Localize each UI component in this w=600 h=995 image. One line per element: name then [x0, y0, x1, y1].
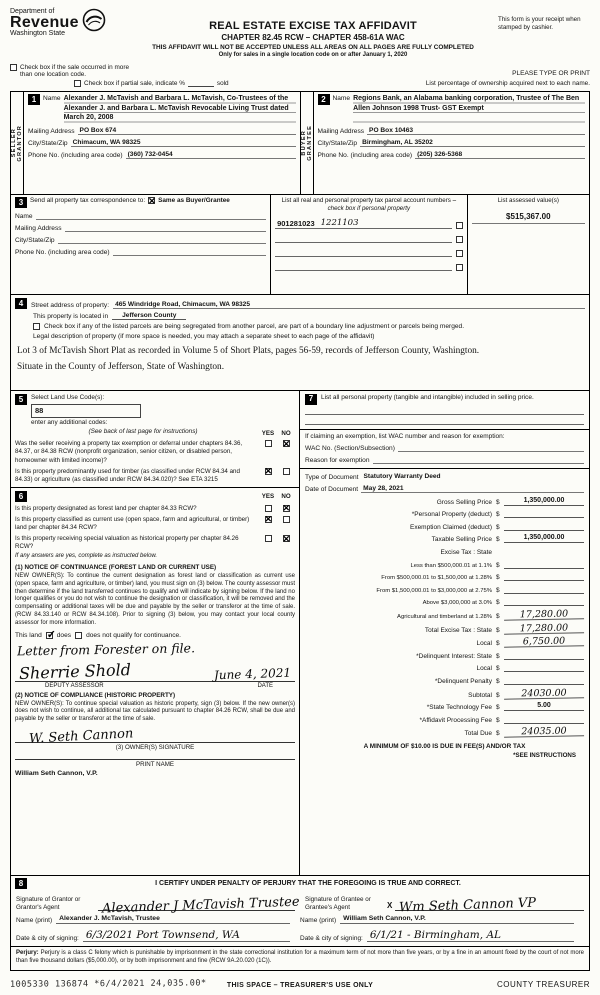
form-title: REAL ESTATE EXCISE TAX AFFIDAVIT	[209, 20, 417, 32]
money-row-taxable	[305, 534, 584, 543]
form-header	[10, 8, 590, 58]
buyer-mailing-value[interactable]: PO Box 10463	[367, 127, 585, 135]
name-print-label: Name (print)	[300, 917, 337, 925]
s6-q3-no-checkbox[interactable]	[283, 535, 290, 542]
grantor-printed-name[interactable]: Alexander J. McTavish, Trustee	[56, 915, 290, 924]
money-amount[interactable]	[504, 715, 584, 724]
s5-q1-no-checkbox[interactable]	[283, 440, 290, 447]
personal-property-field-1[interactable]	[305, 405, 584, 415]
grantor-side-label: GRANTOR	[17, 124, 23, 162]
money-amount[interactable]	[504, 585, 584, 594]
date-city-label: Date & city of signing:	[16, 935, 79, 943]
dollar-sign: $	[496, 665, 500, 673]
print-name-value: William Seth Cannon, V.P.	[15, 769, 98, 777]
parcel-number-field[interactable]	[275, 248, 452, 257]
notice-continuance-body: NEW OWNER(S): To continue the current designation as forest land or classification as current use (open space, farm and agriculture, or timber) land, you must sign on (3) below. The county assessor must then determine if the land transferred continues to qualify and will indicate by signing below. If the land no longer qualifies or you do not wish to continue the designation or classification, it will be removed and the compensating or additional taxes will be due and payable by the seller or transferor at the time of sale. (RCW 84.33.140 or RCW 84.34.108). Prior to signing (3) below, you may contact your local county assessor for more information.	[15, 572, 295, 626]
s5-question-1	[15, 440, 295, 464]
send-correspondence-label: Send all property tax correspondence to:	[30, 197, 146, 204]
section-4-property	[10, 295, 590, 391]
money-row-personal	[305, 509, 584, 518]
partial-sale-checkbox[interactable]	[74, 80, 81, 87]
section-8-badge: 8	[15, 878, 27, 889]
grantee-date-city-value: 6/1/21 - Birmingham, AL	[369, 929, 501, 942]
partial-sale-percent-field[interactable]	[188, 80, 214, 87]
buyer-mailing-label: Mailing Address	[317, 128, 365, 135]
s6-no-header: NO	[281, 492, 291, 500]
located-in-label: This property is located in	[33, 313, 109, 320]
money-amount[interactable]	[504, 597, 584, 606]
money-amount[interactable]: 24030.00	[504, 688, 584, 699]
qualify-line	[15, 632, 295, 639]
dollar-sign: $	[496, 730, 500, 738]
dollar-sign: $	[496, 574, 500, 582]
grantee-signature: Wm Seth Cannon VP	[398, 896, 537, 916]
seller-side-labels	[11, 92, 24, 194]
type-of-document-value[interactable]: Statutory Warranty Deed	[363, 473, 441, 480]
parcel-row	[275, 262, 463, 271]
seller-phone-label: Phone No. (including area code)	[28, 152, 123, 159]
dollar-sign: $	[496, 523, 500, 531]
print-name-label: PRINT NAME	[135, 760, 175, 768]
s6-q1-yes-checkbox[interactable]	[265, 505, 272, 512]
dor-logo-block	[10, 8, 128, 37]
logo-dept-text: Department of	[10, 8, 55, 15]
dollar-sign: $	[496, 640, 500, 648]
grantee-signature-block	[300, 891, 589, 916]
section-7-sale	[300, 391, 589, 875]
money-amount[interactable]	[504, 560, 584, 569]
corr-city-field[interactable]	[58, 236, 267, 244]
money-label: Total Due	[464, 730, 492, 738]
s6-yes-header: YES	[261, 492, 275, 500]
does-label: does	[56, 631, 72, 639]
corr-name-label: Name	[15, 213, 33, 220]
assessed-values-column	[468, 195, 589, 294]
personal-property-checkbox-4[interactable]	[456, 264, 463, 271]
assessed-values-header: List assessed value(s)	[497, 197, 559, 204]
money-amount[interactable]	[504, 663, 584, 672]
money-label: *Delinquent Penalty	[434, 677, 492, 685]
dollar-sign: $	[496, 612, 500, 620]
multi-location-label: Check box if the sale occurred in more than one location code.	[20, 64, 130, 78]
money-row-agricultural	[305, 610, 584, 620]
dollar-sign: $	[496, 691, 500, 699]
land-does-not-checkbox[interactable]	[75, 632, 82, 639]
money-amount[interactable]: 6,750.00	[504, 636, 584, 647]
does-not-label: does not qualify for continuance.	[86, 631, 182, 639]
multi-location-option	[10, 64, 346, 78]
type-of-document-label: Type of Document	[305, 474, 359, 481]
personal-property-label: List all personal property (tangible and intangible) included in selling price.	[321, 394, 534, 401]
money-label: *Delinquent Interest: State	[416, 652, 492, 660]
section-1-badge: 1	[28, 94, 40, 105]
s6-q2-yes-checkbox[interactable]	[265, 516, 272, 523]
seller-section	[11, 92, 301, 194]
exemption-label: If claiming an exemption, list WAC number and reason for exemption:	[305, 433, 505, 440]
buyer-section	[301, 92, 590, 194]
dollar-sign: $	[496, 536, 500, 544]
land-does-checkbox[interactable]	[46, 632, 53, 639]
money-row-delinquent-interest-local	[305, 663, 584, 672]
same-as-buyer-label: Same as Buyer/Grantee	[158, 197, 230, 204]
parcel-number-field[interactable]	[275, 262, 452, 271]
deputy-assessor-date: June 4, 2021	[213, 665, 292, 682]
s5-yes-header: YES	[261, 430, 275, 438]
money-amount[interactable]: 1,350,000.00	[504, 497, 584, 506]
owner-signature-label: (3) OWNER(S) SIGNATURE	[115, 743, 195, 751]
grantor-date-city-field[interactable]	[83, 929, 290, 942]
grantee-printed-name[interactable]: William Seth Cannon, V.P.	[340, 915, 574, 924]
grantee-signature-label: Signature of Grantee or Grantee's Agent	[305, 895, 371, 911]
wac-field[interactable]	[398, 444, 584, 452]
grantor-signature-block	[11, 891, 300, 917]
section-5-badge: 5	[15, 394, 27, 405]
money-row-delinquent-penalty	[305, 676, 584, 685]
title-block	[128, 8, 498, 58]
buyer-city-value[interactable]: Birmingham, AL 35202	[360, 139, 585, 147]
legal-description-value[interactable]: Lot 3 of McTavish Short Plat as recorded in Volume 5 of Short Plats, pages 56-59, records of Jefferson County, Washington.	[17, 346, 480, 356]
logo-revenue-text: Revenue	[10, 14, 79, 31]
money-amount[interactable]	[504, 509, 584, 518]
seller-name-label: Name	[43, 95, 61, 102]
please-type-note: PLEASE TYPE OR PRINT	[512, 70, 590, 77]
grantor-signature: Alexander J McTavish Trustee	[101, 894, 300, 917]
money-label: Local	[476, 665, 492, 673]
dollar-sign: $	[496, 652, 500, 660]
middle-columns	[10, 391, 590, 876]
top-options-left	[10, 62, 346, 87]
name-print-label: Name (print)	[16, 917, 53, 925]
personal-property-checkbox-1[interactable]	[456, 222, 463, 229]
section-6-badge: 6	[15, 491, 27, 502]
located-county-value[interactable]: Jefferson County	[112, 312, 186, 320]
date-of-document-label: Date of Document	[305, 486, 359, 493]
money-row-local	[305, 637, 584, 647]
reason-label: Reason for exemption	[305, 457, 370, 464]
money-label: Excise Tax : State	[440, 548, 492, 556]
left-column	[11, 391, 300, 875]
s6-q1-no-checkbox[interactable]	[283, 505, 290, 512]
segregated-checkbox[interactable]	[33, 323, 40, 330]
treasurer-space-label: THIS SPACE – TREASURER'S USE ONLY	[226, 982, 374, 989]
money-amount[interactable]: 24035.00	[504, 727, 584, 738]
s5-q1-text: Was the seller receiving a property tax exemption or deferral under chapters 84.36, 84.37, or 84.38 RCW (nonprofit organization, senior citizen, or disabled person, homeowner with limited income)?	[15, 440, 243, 464]
money-row-tech-fee	[305, 702, 584, 711]
parties-sections	[10, 91, 590, 195]
perjury-label: Perjury:	[16, 950, 39, 957]
section-3-badge: 3	[15, 197, 27, 208]
land-use-code-value[interactable]: 88	[31, 404, 141, 419]
corr-phone-field[interactable]	[113, 248, 267, 256]
qualify-prefix: This land	[15, 631, 42, 639]
money-amount[interactable]	[504, 572, 584, 581]
top-options-right	[346, 70, 590, 87]
form-chapter: CHAPTER 82.45 RCW – CHAPTER 458-61A WAC	[221, 33, 405, 42]
additional-codes-label: enter any additional codes:	[31, 419, 108, 427]
money-label: From $1,500,000.01 to $3,000,000 at 2.75%	[376, 587, 492, 594]
section-4-badge: 4	[15, 298, 27, 309]
money-label: Taxable Selling Price	[431, 536, 492, 544]
money-label: *Affidavit Processing Fee	[419, 716, 492, 724]
buyer-name-label: Name	[332, 95, 351, 102]
grantee-side-label: GRANTEE	[306, 125, 313, 161]
cashier-stamp: 1005330 136874 *6/4/2021 24,035.00*	[9, 978, 207, 990]
dollar-sign: $	[496, 599, 500, 607]
s6-q3-text: Is this property receiving special valuation as historical property per chapter 84.26 RCW?	[15, 535, 239, 551]
parcel-row	[275, 248, 463, 257]
grantee-name-print	[300, 915, 584, 924]
county-treasurer-label: COUNTY TREASURER	[496, 980, 590, 989]
buyer-name-value[interactable]: Regions Bank, an Alabama banking corporation, Trustee of The Ben Allen Johnson 1998 Trust- GST Exempt	[353, 94, 585, 123]
money-row-total-excise-state	[305, 624, 584, 634]
multi-location-checkbox[interactable]	[10, 64, 17, 71]
s6-q1-text: Is this property designated as forest land per chapter 84.33 RCW?	[15, 504, 197, 512]
wac-label: WAC No. (Section/Subsection)	[305, 445, 395, 452]
partial-sale-suffix: sold	[216, 80, 229, 87]
deputy-assessor-signature-line[interactable]	[15, 658, 295, 682]
s6-question-2	[15, 516, 295, 532]
money-row-excise-state	[305, 547, 584, 556]
legal-description-label: Legal description of property (if more space is needed, you may attach a separate sheet to each page of the affidavit)	[33, 333, 375, 340]
street-address-value[interactable]: 465 Windridge Road, Chimacum, WA 98325	[113, 301, 585, 309]
dollar-sign: $	[496, 511, 500, 519]
ownership-percentage-note: List percentage of ownership acquired next to each name.	[425, 80, 590, 87]
seller-side-label: SELLER	[11, 128, 17, 158]
owner-signature: W. Seth Cannon	[28, 726, 134, 747]
section-7-badge: 7	[305, 394, 317, 405]
deputy-assessor-signature: Sherrie Shold	[18, 659, 132, 683]
parcel-row	[275, 234, 463, 243]
section-2-badge: 2	[318, 94, 330, 105]
buyer-city-label: City/State/Zip	[317, 140, 358, 147]
parcel-header: List all real and personal property tax parcel account numbers	[281, 197, 451, 204]
seller-city-value[interactable]: Chimacum, WA 98325	[71, 139, 296, 147]
money-label: Local	[476, 640, 492, 648]
s5-q2-no-checkbox[interactable]	[283, 468, 290, 475]
land-use-label: Select Land Use Code(s):	[31, 394, 105, 401]
date-city-label: Date & city of signing:	[300, 935, 363, 943]
money-row-delinquent-interest-state	[305, 651, 584, 660]
same-as-buyer-checkbox[interactable]	[148, 197, 155, 204]
dor-seal-icon	[82, 8, 106, 37]
corr-mailing-field[interactable]	[65, 224, 267, 232]
parcel-number-field[interactable]	[275, 234, 452, 243]
money-row-bracket-1	[305, 560, 584, 569]
money-amount[interactable]	[504, 676, 584, 685]
buyer-side-labels	[301, 92, 314, 194]
s6-q2-no-checkbox[interactable]	[283, 516, 290, 523]
corr-city-label: City/State/Zip	[15, 237, 55, 244]
money-row-bracket-3	[305, 585, 584, 594]
perjury-text: Perjury is a class C felony which is punishable by imprisonment in the state correctional institution for a maximum term of not more than five years, or by a fine in an amount fixed by the court of not more than five thousand dollars ($5,000.00), or by both imprisonment and fine (RCW 9A.20.020 (1C)).	[16, 950, 584, 965]
money-row-processing-fee	[305, 715, 584, 724]
section-6-designations	[11, 488, 299, 876]
grantee-date-city	[300, 929, 584, 942]
money-label: Exemption Claimed (deduct)	[409, 523, 492, 531]
dor-logo-text	[10, 8, 79, 37]
money-amount[interactable]: 17,280.00	[504, 623, 584, 634]
if-yes-note: If any answers are yes, complete as instructed below.	[15, 553, 158, 560]
money-amount[interactable]	[504, 651, 584, 660]
seller-mailing-value[interactable]: PO Box 674	[78, 127, 296, 135]
street-address-label: Street address of property:	[31, 302, 110, 309]
dollar-sign: $	[496, 498, 500, 506]
dollar-sign: $	[496, 586, 500, 594]
money-amount[interactable]: 1,350,000.00	[504, 534, 584, 543]
form-only-note: Only for sales in a single location code on or after January 1, 2020	[218, 52, 408, 58]
buyer-fields	[314, 92, 590, 194]
money-amount[interactable]: 5.00	[504, 702, 584, 711]
money-row-gross	[305, 497, 584, 506]
seller-city-label: City/State/Zip	[28, 140, 68, 147]
top-options-row	[10, 62, 590, 87]
s5-no-header: NO	[281, 430, 291, 438]
seller-fields	[24, 92, 300, 194]
parcel-number-value: 901281023	[277, 218, 315, 228]
print-name-line[interactable]	[15, 751, 295, 760]
treasurer-footer	[10, 971, 590, 989]
forester-handwritten-note: Letter from Forester on file.	[16, 639, 196, 658]
grantor-date-city-value: 6/3/2021 Port Townsend, WA	[85, 929, 240, 942]
corr-mailing-label: Mailing Address	[15, 225, 62, 232]
parcel-row	[275, 218, 463, 229]
money-label: Less than $500,000.01 at 1.1%	[410, 562, 492, 569]
money-row-bracket-2	[305, 572, 584, 581]
s5-question-2	[15, 468, 295, 484]
money-label: From $500,000.01 to $1,500,000 at 1.28%	[381, 575, 492, 582]
grantor-signature-line[interactable]	[98, 893, 300, 917]
logo-state-text: Washington State	[10, 30, 65, 37]
date-of-document-value[interactable]: May 28, 2021	[361, 485, 584, 493]
personal-property-checkbox-3[interactable]	[456, 250, 463, 257]
grantee-date-city-field[interactable]	[367, 929, 574, 942]
notice-continuance-title: (1) NOTICE OF CONTINUANCE (FOREST LAND OR CURRENT USE)	[15, 563, 217, 571]
notice-compliance-title: (2) NOTICE OF COMPLIANCE (HISTORIC PROPERTY)	[15, 691, 176, 699]
s6-q2-text: Is this property classified as current use (open space, farm and agricultural, or timber) land per chapter 84.34 RCW?	[15, 515, 250, 531]
money-amount	[504, 547, 584, 556]
grantor-date-city	[16, 929, 300, 942]
money-label: Gross Selling Price	[436, 498, 492, 506]
corr-name-field[interactable]	[36, 212, 267, 220]
buyer-side-label: BUYER	[300, 130, 307, 156]
notice-compliance-body: NEW OWNER(S): To continue special valuation as historic property, sign (3) below. If the new owner(s) does not wish to continue, all additional tax calculated pursuant to chapter 84.26 RCW, shall be due and payable by the seller or transferor at the time of sale.	[15, 700, 295, 723]
assessed-value[interactable]: $515,367.00	[472, 212, 585, 224]
money-row-bracket-4	[305, 597, 584, 606]
money-label: Agricultural and timberland at 1.28%	[397, 613, 492, 620]
segregated-note: Check box if any of the listed parcels are being segregated from another parcel, are part of a boundary line adjustment or parcels being merged.	[44, 323, 465, 330]
s5-q2-text: Is this property predominantly used for timber (as classified under RCW 84.34 and 84.33) or agriculture (as classified under RCW 84.34.020)? See ETA 3215	[15, 467, 240, 483]
s5-q2-yes-checkbox[interactable]	[265, 468, 272, 475]
dollar-sign: $	[496, 716, 500, 724]
money-label: Above $3,000,000 at 3.0%	[422, 600, 492, 607]
correspondence-column	[11, 195, 271, 294]
date-label: DATE	[257, 682, 273, 689]
see-back-note: (See back of last page for instructions)	[88, 428, 198, 436]
see-instructions-note: *SEE INSTRUCTIONS	[513, 752, 576, 760]
money-label: Total Excise Tax : State	[424, 626, 492, 634]
buyer-phone-label: Phone No. (including area code)	[317, 152, 413, 159]
section-3-tax-correspondence	[10, 195, 590, 295]
seller-phone-value[interactable]: (360) 732-0454	[126, 151, 296, 159]
money-amount[interactable]	[504, 522, 584, 531]
buyer-phone-value[interactable]: (205) 326-5368	[415, 151, 585, 159]
parcel-numbers-column	[271, 195, 468, 294]
situate-statement: Situate in the County of Jefferson, State of Washington.	[17, 362, 225, 372]
deputy-assessor-label: DEPUTY ASSESSOR	[45, 682, 104, 689]
perjury-statement	[11, 946, 589, 970]
seller-mailing-label: Mailing Address	[28, 128, 75, 135]
money-row-exemption	[305, 522, 584, 531]
personal-property-field-2[interactable]	[305, 415, 584, 425]
grantor-name-print	[16, 915, 300, 924]
s6-question-3	[15, 535, 295, 551]
grantee-x-mark: X	[387, 901, 393, 911]
corr-phone-label: Phone No. (including area code)	[15, 249, 110, 256]
s6-q3-yes-checkbox[interactable]	[265, 535, 272, 542]
form-warning: THIS AFFIDAVIT WILL NOT BE ACCEPTED UNLESS ALL AREAS ON ALL PAGES ARE FULLY COMPLETED	[152, 44, 474, 51]
dollar-sign: $	[496, 561, 500, 569]
certification-statement: I CERTIFY UNDER PENALTY OF PERJURY THAT THE FOREGOING IS TRUE AND CORRECT.	[155, 880, 461, 888]
parcel-number-field[interactable]	[275, 218, 452, 229]
section-5-land-use	[11, 391, 299, 488]
grantee-signature-line[interactable]	[387, 893, 584, 916]
parcel-handwritten-value: 1221103	[320, 217, 359, 228]
money-amount[interactable]: 17,280.00	[504, 609, 584, 620]
s5-q1-yes-checkbox[interactable]	[265, 440, 272, 447]
reason-field[interactable]	[373, 456, 584, 464]
money-row-subtotal	[305, 689, 584, 699]
money-label: *Personal Property (deduct)	[411, 511, 492, 519]
money-row-total-due	[305, 727, 584, 737]
dollar-sign: $	[496, 704, 500, 712]
money-label: *State Technology Fee	[426, 704, 492, 712]
parcel-subheader: – check box if personal property	[327, 197, 457, 212]
seller-name-value[interactable]: Alexander J. McTavish and Barbara L. McTavish, Co-Trustees of the Alexander J. and Barbara L. McTavish Revocable Living Trust dated March 20, 2008	[64, 94, 296, 123]
grantor-signature-label: Signature of Grantor or Grantor's Agent	[16, 895, 81, 911]
receipt-note: This form is your receipt when stamped by cashier.	[498, 16, 581, 31]
section-8-certification	[10, 876, 590, 971]
partial-sale-label: Check box if partial sale, indicate %	[84, 80, 185, 87]
personal-property-checkbox-2[interactable]	[456, 236, 463, 243]
partial-sale-option	[74, 80, 346, 87]
money-table	[305, 493, 584, 737]
s6-question-1	[15, 505, 295, 513]
dollar-sign: $	[496, 626, 500, 634]
dollar-sign: $	[496, 677, 500, 685]
money-label: Subtotal	[468, 691, 492, 699]
minimum-fee-note: A MINIMUM OF $10.00 IS DUE IN FEE(S) AND/OR TAX	[363, 743, 526, 751]
